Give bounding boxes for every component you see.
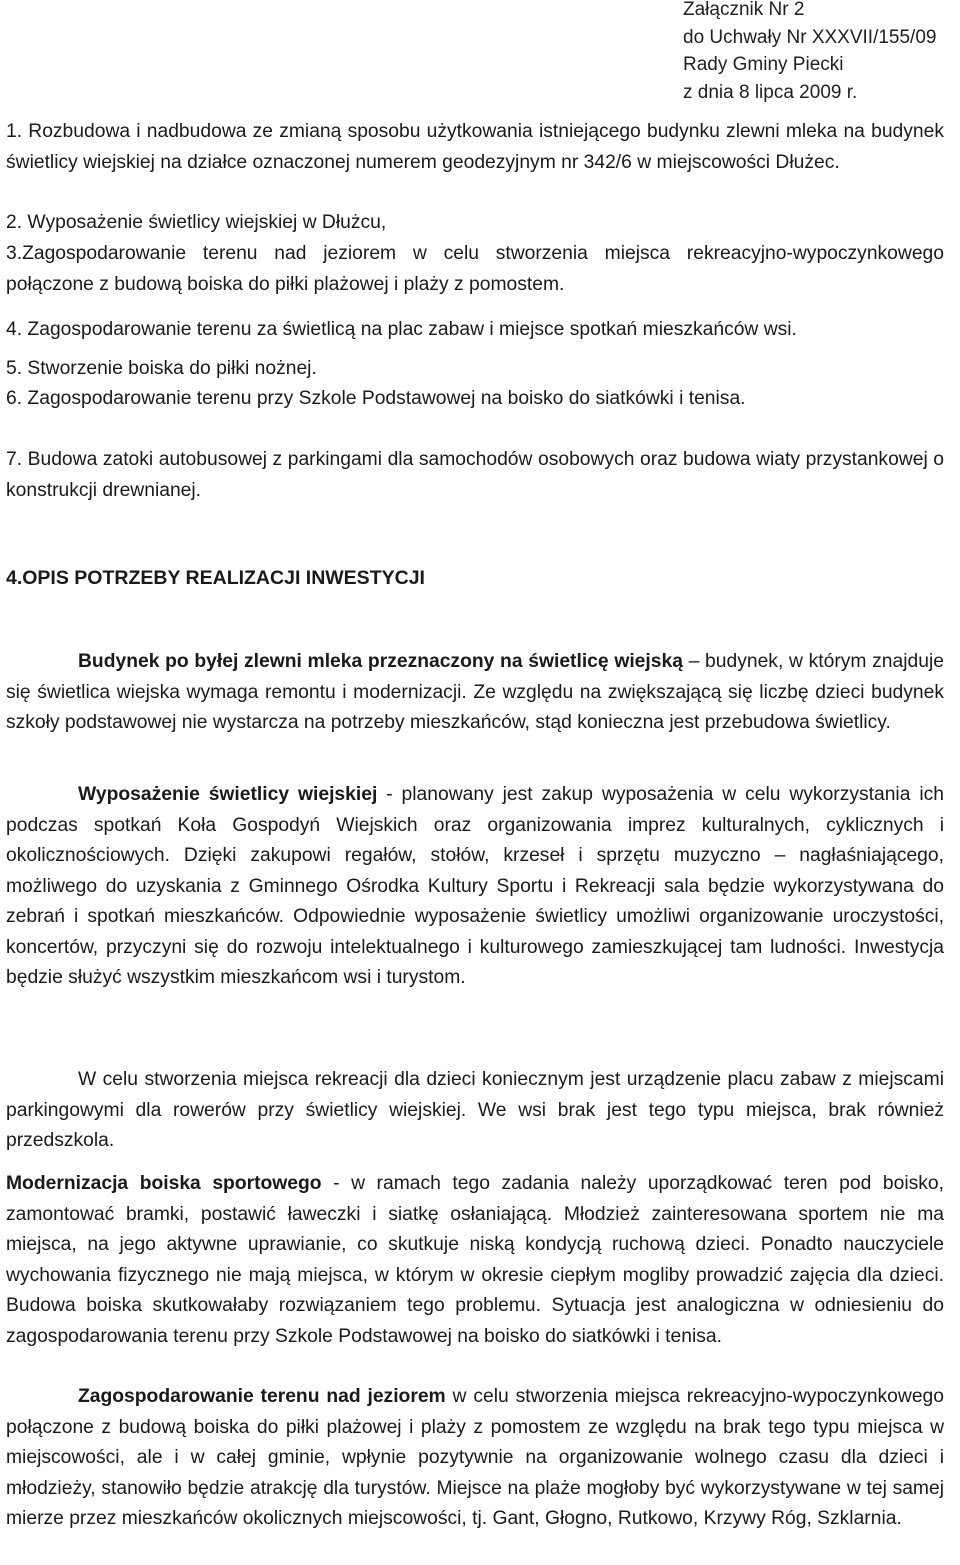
attachment-line: Załącznik Nr 2 [683,0,805,20]
paragraph-lead: Budynek po byłej zlewni mleka przeznaczony na świetlicę wiejską [78,651,683,672]
list-item-4: 4. Zagospodarowanie terenu za świetlicą na plac zabaw i miejsce spotkań mieszkańców wsi. [6,319,797,340]
list-item-5: 5. Stworzenie boiska do piłki nożnej. [6,358,317,379]
paragraph-lake [6,1382,944,1535]
paragraph-text: w celu stworzenia miejsca rekreacyjno-wypoczynkowego połączone z budową boiska do piłki plażowej i plaży z pomostem ze względu na brak tego typu miejsca w miejscowości, ale i w całej gminie, wpłynie pozytywnie na organizowanie wolnego czasu dla dzieci i młodzieży, stanowiło będzie atrakcję dla turystów. Miejsce na plaże mogłoby być wykorzystywane w tej samej mierze przez mieszkańców okolicznych miejscowości, tj. Gant, Głogno, Rutkowo, Krzywy Róg, Szklarnia. [6,1386,944,1529]
list-item-6: 6. Zagospodarowanie terenu przy Szkole Podstawowej na boisko do siatkówki i tenisa. [6,388,746,409]
paragraph-building [6,647,944,739]
list-item-7: 7. Budowa zatoki autobusowej z parkingami dla samochodów osobowych oraz budowa wiaty przystankowej o konstrukcji drewnianej. [6,449,944,501]
paragraph-sports-field [6,1169,944,1352]
paragraph-lead: Modernizacja boiska sportowego [6,1173,322,1194]
list-item-3: 3.Zagospodarowanie terenu nad jeziorem w celu stworzenia miejsca rekreacyjno-wypoczynkowego połączone z budową boiska do piłki plażowej i plaży z pomostem. [6,243,944,295]
paragraph-text: - planowany jest zakup wyposażenia w celu wykorzystania ich podczas spotkań Koła Gospodyń Wiejskich oraz organizowania imprez kulturalnych, cyklicznych i okolicznościowych. Dzięki zakupowi regałów, stołów, krzeseł i sprzętu muzyczno – nagłaśniającego, możliwego do uzyskania z Gminnego Ośrodka Kultury Sportu i Rekreacji sala będzie wykorzystywana do zebrań i spotkań mieszkańców. Odpowiednie wyposażenie świetlicy umożliwi organizowanie uroczystości, koncertów, przyczyni się do rozwoju intelektualnego i kulturowego zamieszkującej tam ludności. Inwestycja będzie służyć wszystkim mieszkańcom wsi i turystom. [6,784,944,988]
paragraph-text: – budynek, w którym znajduje się świetlica wiejska wymaga remontu i modernizacji. Ze względu na zwiększającą się liczbę dzieci budynek szkoły podstawowej nie wystarcza na potrzeby mieszkańców, stąd konieczna jest przebudowa świetlicy. [6,651,944,733]
attachment-header [683,0,958,106]
resolution-line: do Uchwały Nr XXXVII/155/09 [683,26,937,48]
paragraph-lead: Zagospodarowanie terenu nad jeziorem [78,1386,446,1407]
list-item-2: 2. Wyposażenie świetlicy wiejskiej w Dłużcu, [6,212,387,233]
paragraph-playground: W celu stworzenia miejsca rekreacji dla dzieci koniecznym jest urządzenie placu zabaw z miejscami parkingowymi dla rowerów przy świetlicy wiejskiej. We wsi brak jest tego typu miejsca, brak również przedszkola. [6,1069,944,1151]
paragraph-text: - w ramach tego zadania należy uporządkować teren pod boisko, zamontować bramki, postawić ławeczki i siatkę osłaniającą. Młodzież zainteresowana sportem nie ma miejsca, na jego aktywne uprawianie, co skutkuje niską kondycją ruchową dzieci. Ponadto nauczyciele wychowania fizycznego nie mają miejsca, w którym w okresie ciepłym mogliby prowadzić zajęcia dla dzieci. Budowa boiska skutkowałaby rozwiązaniem tego problemu. Sytuacja jest analogiczna w odniesieniu do zagospodarowania terenu przy Szkole Podstawowej na boisko do siatkówki i tenisa. [6,1173,944,1347]
section-heading: 4.OPIS POTRZEBY REALIZACJI INWESTYCJI [6,567,425,589]
list-item-1: 1. Rozbudowa i nadbudowa ze zmianą sposobu użytkowania istniejącego budynku zlewni mleka na budynek świetlicy wiejskiej na działce oznaczonej numerem geodezyjnym nr 342/6 w miejscowości Dłużec. [6,121,944,173]
paragraph-lead: Wyposażenie świetlicy wiejskiej [78,784,378,805]
paragraph-equipment [6,780,944,994]
council-line: Rady Gminy Piecki [683,54,844,75]
date-line: z dnia 8 lipca 2009 r. [683,81,858,103]
